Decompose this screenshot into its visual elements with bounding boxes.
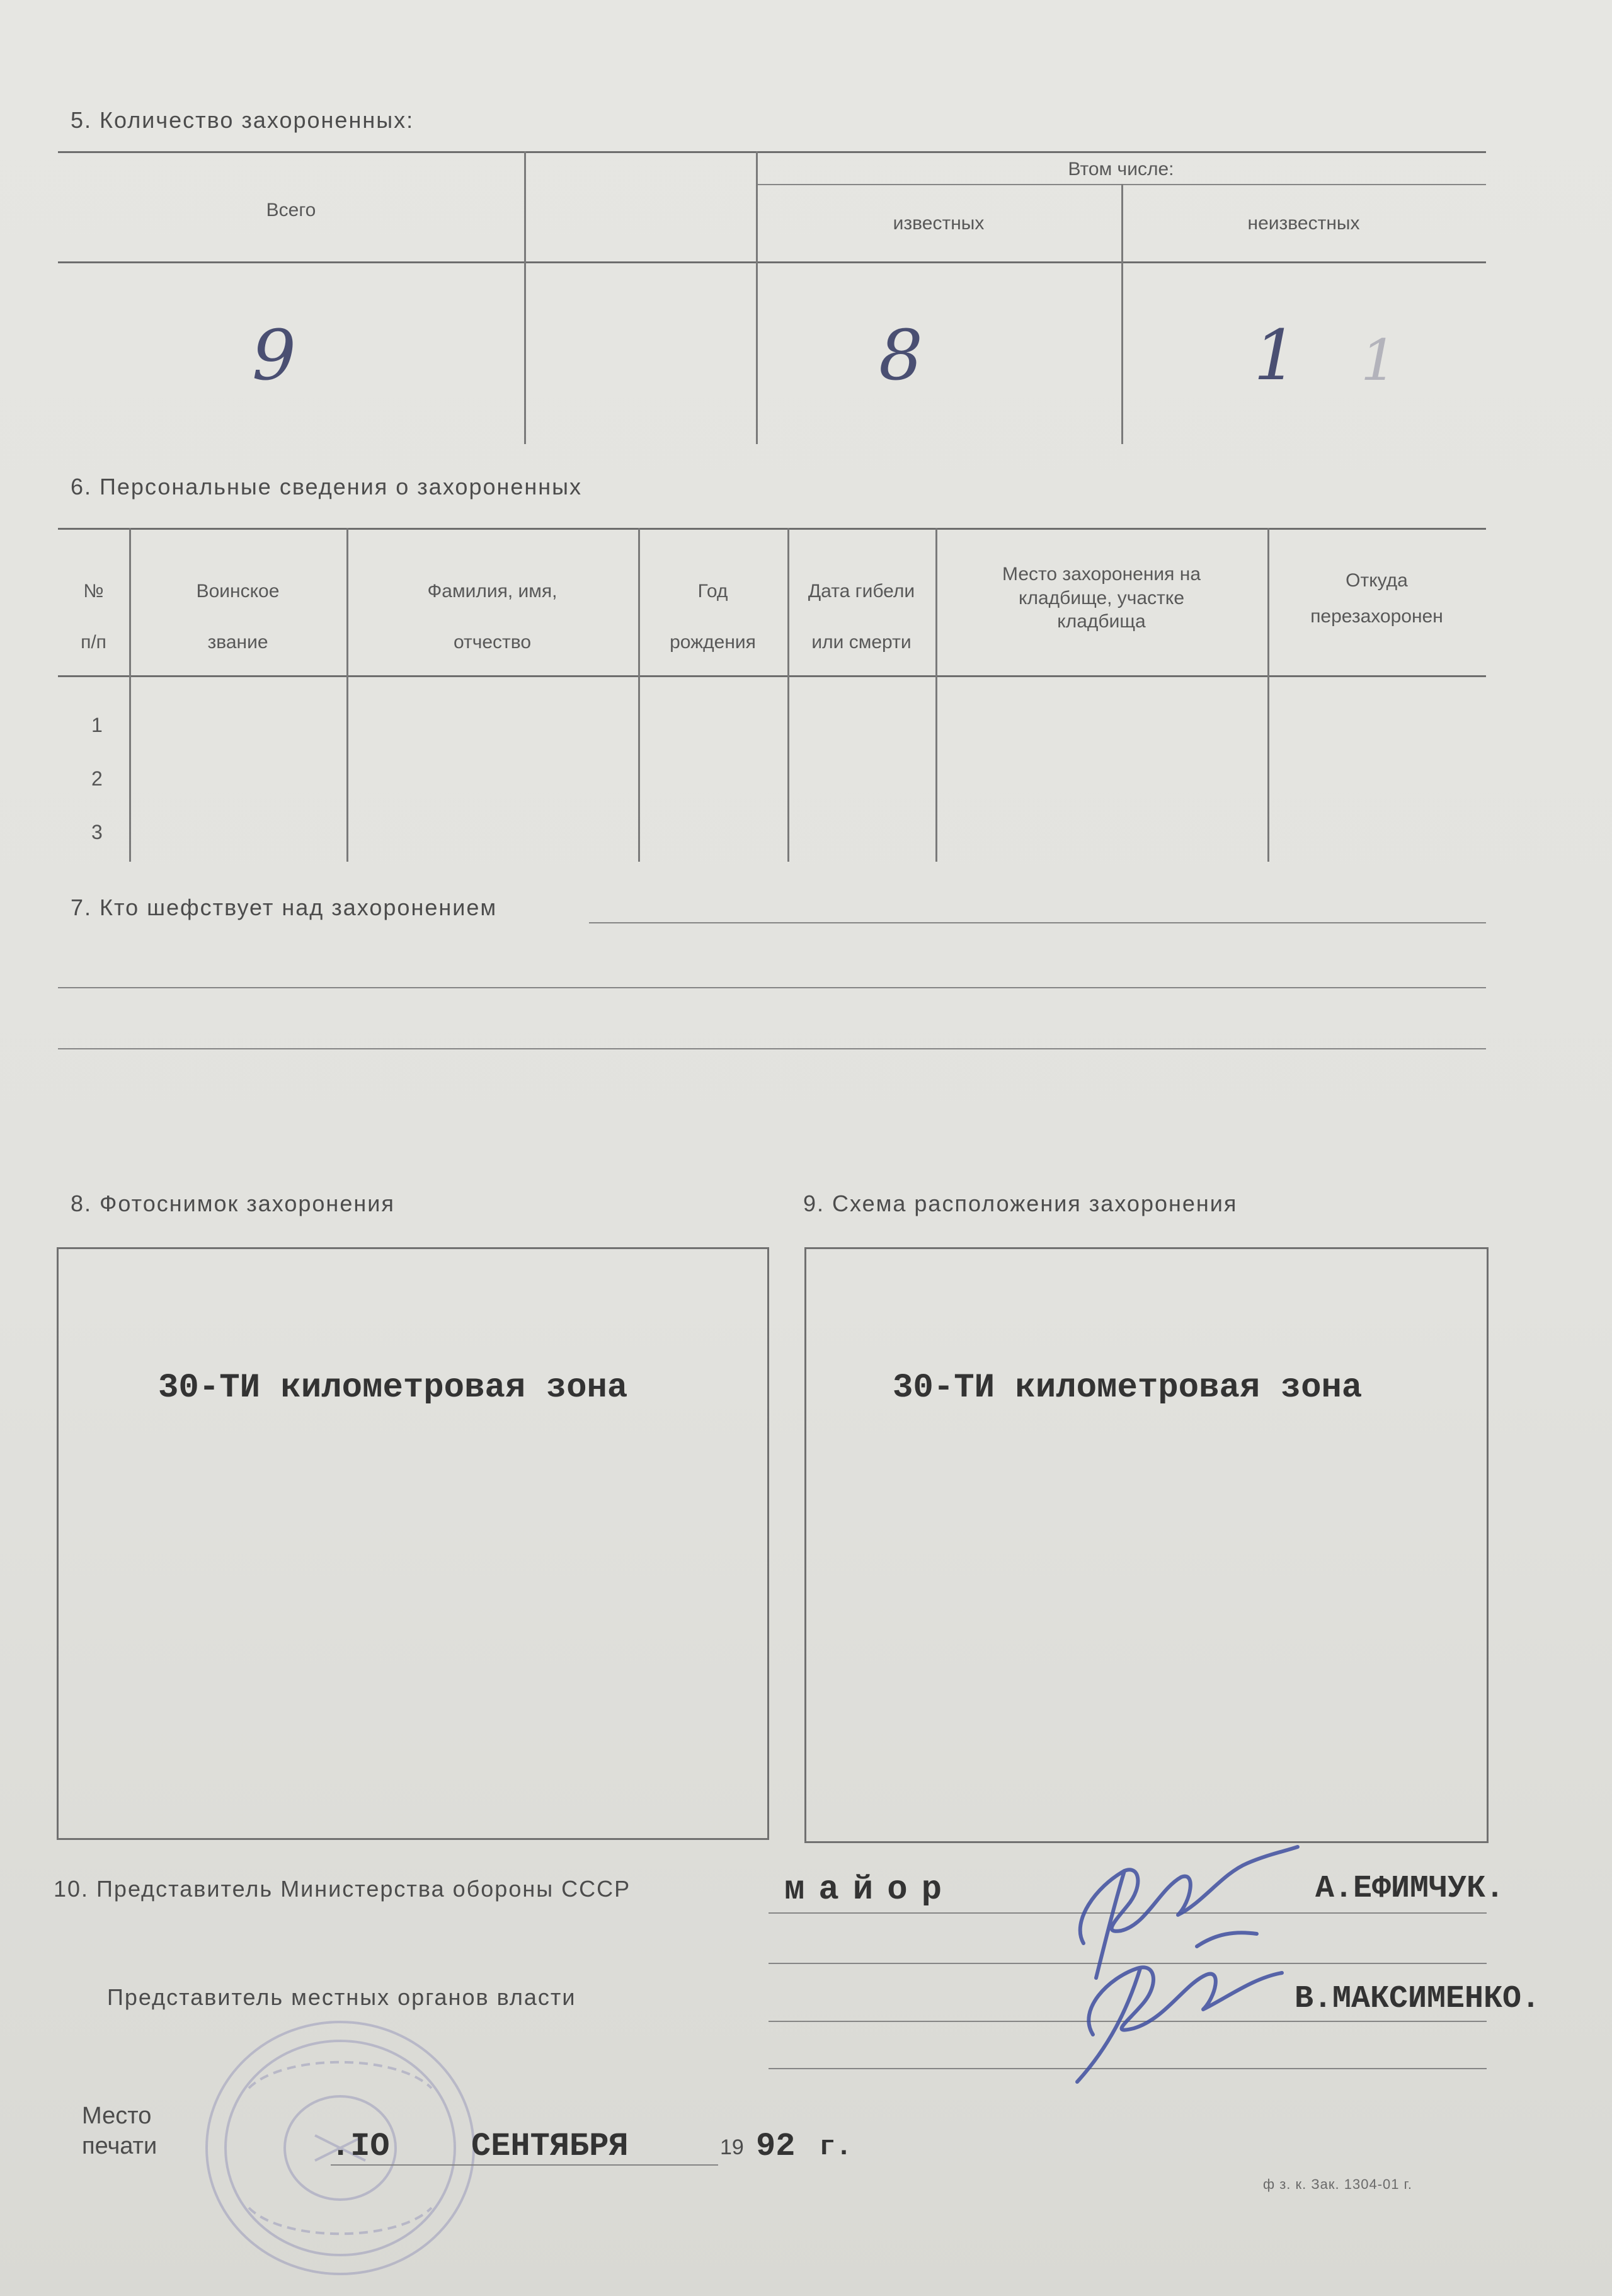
photo-box [57,1247,769,1840]
section6-title: 6. Персональные сведения о захороненных [71,474,583,500]
date-line [331,2164,718,2166]
year-unit: г. [819,2132,852,2163]
date-day: .IO [331,2128,390,2165]
mo-rank: майор [784,1871,956,1909]
header-unknown: неизвестных [1247,213,1360,234]
value-total: 9 [252,315,296,396]
value-unknown-faded: 1 [1361,328,1397,394]
mo-name: А.ЕФИМЧУК. [1315,1871,1505,1907]
year-prefix: 19 [720,2135,744,2159]
row-number: 2 [91,767,103,790]
section5-divider [756,151,758,444]
sponsor-line [58,987,1486,988]
sponsor-line [58,1048,1486,1049]
stamp-place-label [82,2101,157,2161]
header-including: Втом числе: [1068,159,1174,180]
section10-local-label: Представитель местных органов власти [107,1984,576,2010]
stamp-place-label-line1: Место [82,2103,152,2129]
header-rank: Воинское звание [196,581,280,653]
section8-title: 8. Фотоснимок захоронения [71,1191,395,1216]
section5-title: 5. Количество захороненных: [71,107,414,133]
value-unknown: 1 [1254,315,1298,396]
header-birth-year: Год рождения [670,581,756,653]
header-burial-place: Место захоронения на кладбище, участке кладбища [1002,564,1201,632]
section6-header-rule [58,675,1486,677]
section5-header-rule [58,261,1486,263]
section6-top-rule [58,528,1486,530]
stamp-place-label-line2: печати [82,2132,157,2159]
scheme-box [804,1247,1489,1843]
section7-title: 7. Кто шефствует над захоронением [71,894,498,920]
section5-divider [524,151,526,444]
row-number: 1 [91,714,103,736]
header-full-name: Фамилия, имя, отчество [427,581,557,653]
local-name: В.МАКСИМЕНКО. [1295,1981,1541,2017]
section9-title: 9. Схема расположения захоронения [803,1191,1238,1216]
section10-mo-label: 10. Представитель Министерства обороны СССР [54,1876,631,1902]
section5-top-rule [58,151,1486,153]
photo-box-text: 30-ТИ километровая зона [158,1369,628,1407]
header-number: № п/п [81,581,106,653]
header-known: известных [893,213,985,234]
year-suffix: 92 [756,2128,796,2165]
row-number: 3 [91,821,103,843]
sponsor-line [589,922,1486,923]
scheme-box-text: 30-ТИ километровая зона [893,1369,1363,1407]
header-reburied-from: Откуда перезахоронен [1310,570,1443,627]
header-total: Всего [266,200,316,220]
print-info: ф з. к. Зак. 1304-01 г. [1263,2176,1413,2192]
value-known: 8 [879,315,923,396]
signature-image [1033,1827,1335,2091]
date-month: СЕНТЯБРЯ [471,2128,629,2165]
header-death-date: Дата гибели или смерти [808,581,915,653]
